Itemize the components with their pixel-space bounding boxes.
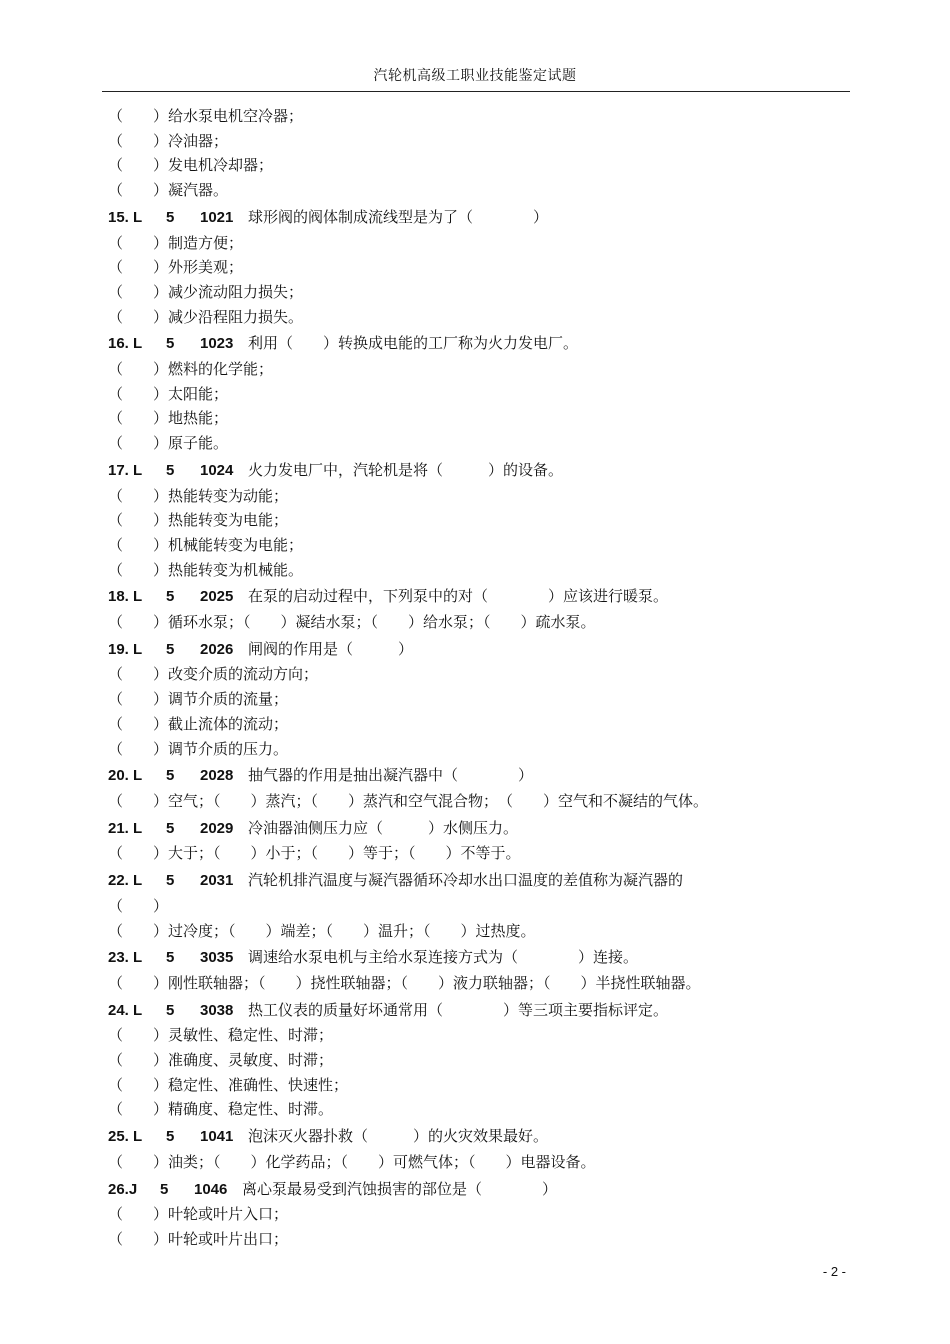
question-stem: [108, 205, 848, 231]
question-stem: [108, 868, 848, 894]
question-number: 24. L: [108, 1001, 143, 1019]
question-code: 1041: [200, 1128, 234, 1146]
question-text: 火力发电厂中，汽轮机是将（ ）的设备。: [248, 460, 564, 479]
question-code: 2029: [200, 819, 234, 837]
question-code: 2028: [200, 767, 234, 785]
answer-option: （ ）空气；（ ）蒸汽；（ ）蒸汽和空气混合物； （ ）空气和不凝结的气体。: [108, 791, 709, 810]
header-divider: [102, 91, 850, 92]
question-text: 冷油器油侧压力应（ ）水侧压力。: [248, 818, 519, 837]
question-level: 5: [166, 335, 175, 353]
question-number: 21. L: [108, 819, 143, 837]
answer-option: （ ）: [108, 896, 169, 915]
question-number: 26.J: [108, 1180, 138, 1198]
question-stem: [108, 1177, 848, 1203]
question-stem: [108, 458, 848, 484]
answer-option: （ ）刚性联轴器；（ ）挠性联轴器；（ ）液力联轴器；（ ）半挠性联轴器。: [108, 973, 701, 992]
answer-option: （ ）调节介质的流量；: [108, 690, 289, 709]
answer-option: （ ）制造方便；: [108, 233, 244, 252]
question-text: 汽轮机排汽温度与凝汽器循环冷却水出口温度的差值称为凝汽器的: [248, 871, 684, 890]
answer-option: （ ）叶轮或叶片出口；: [108, 1229, 289, 1248]
question-level: 5: [166, 1128, 175, 1146]
question-code: 2026: [200, 640, 234, 658]
question-code: 1021: [200, 208, 234, 226]
question-number: 22. L: [108, 872, 143, 890]
question-code: 2025: [200, 588, 234, 606]
answer-option: （ ）截止流体的流动；: [108, 714, 289, 733]
question-stem: [108, 1124, 848, 1150]
question-number: 15. L: [108, 208, 143, 226]
question-text: 利用（ ）转换成电能的工厂称为火力发电厂。: [248, 334, 579, 353]
question-level: 5: [166, 767, 175, 785]
answer-option: （ ）减少沿程阻力损失。: [108, 307, 304, 326]
question-text: 热工仪表的质量好坏通常用（ ）等三项主要指标评定。: [248, 1000, 669, 1019]
question-text: 球形阀的阀体制成流线型是为了（ ）: [248, 207, 549, 226]
page-number: - 2 -: [822, 1264, 846, 1279]
answer-option: （ ）改变介质的流动方向；: [108, 665, 319, 684]
question-level: 5: [166, 819, 175, 837]
answer-option: （ ）热能转变为电能；: [108, 511, 289, 530]
question-number: 23. L: [108, 949, 143, 967]
question-code: 1046: [194, 1180, 228, 1198]
question-level: 5: [160, 1180, 169, 1198]
answer-option: （ ）发电机冷却器；: [108, 156, 274, 175]
answer-option: （ ）凝汽器。: [108, 181, 229, 200]
question-stem: [108, 945, 848, 971]
question-stem: [108, 763, 848, 789]
question-number: 17. L: [108, 461, 143, 479]
question-code: 3038: [200, 1001, 234, 1019]
answer-option: （ ）稳定性、准确性、快速性；: [108, 1075, 349, 1094]
answer-option: （ ）油类；（ ）化学药品；（ ）可燃气体；（ ）电器设备。: [108, 1152, 596, 1171]
question-stem: [108, 584, 848, 610]
answer-option: （ ）精确度、稳定性、时滞。: [108, 1100, 334, 1119]
question-text: 闸阀的作用是（ ）: [248, 639, 414, 658]
answer-option: （ ）叶轮或叶片入口；: [108, 1205, 289, 1224]
question-level: 5: [166, 208, 175, 226]
question-level: 5: [166, 461, 175, 479]
question-level: 5: [166, 1001, 175, 1019]
page-header-title: 汽轮机高级工职业技能鉴定试题: [373, 68, 577, 84]
question-text: 泡沫灭火器扑救（ ）的火灾效果最好。: [248, 1127, 549, 1146]
answer-option: （ ）调节介质的压力。: [108, 739, 289, 758]
question-number: 20. L: [108, 767, 143, 785]
question-code: 2031: [200, 872, 234, 890]
question-number: 19. L: [108, 640, 143, 658]
question-text: 调速给水泵电机与主给水泵连接方式为（ ）连接。: [248, 948, 639, 967]
question-number: 25. L: [108, 1128, 143, 1146]
question-number: 16. L: [108, 335, 143, 353]
answer-option: （ ）灵敏性、稳定性、时滞；: [108, 1026, 334, 1045]
question-text: 离心泵最易受到汽蚀损害的部位是（ ）: [242, 1179, 558, 1198]
answer-option: （ ）热能转变为动能；: [108, 486, 289, 505]
question-code: 1023: [200, 335, 234, 353]
answer-option: （ ）热能转变为机械能。: [108, 560, 304, 579]
question-number: 18. L: [108, 588, 143, 606]
answer-option: （ ）减少流动阻力损失；: [108, 282, 304, 301]
question-stem: [108, 816, 848, 842]
question-code: 3035: [200, 949, 234, 967]
question-level: 5: [166, 949, 175, 967]
answer-option: （ ）给水泵电机空冷器；: [108, 107, 304, 125]
question-text: 抽气器的作用是抽出凝汽器中（ ）: [248, 766, 534, 785]
question-code: 1024: [200, 461, 234, 479]
answer-option: （ ）循环水泵；（ ）凝结水泵；（ ）给水泵；（ ）疏水泵。: [108, 613, 596, 632]
question-list: [108, 104, 848, 1252]
answer-option: （ ）外形美观；: [108, 258, 244, 277]
answer-option: （ ）机械能转变为电能；: [108, 535, 304, 554]
question-text: 在泵的启动过程中，下列泵中的对（ ）应该进行暖泵。: [248, 587, 669, 606]
answer-option: （ ）大于；（ ）小于；（ ）等于；（ ）不等于。: [108, 844, 521, 863]
question-stem: [108, 331, 848, 357]
answer-option: （ ）冷油器；: [108, 131, 229, 150]
question-stem: [108, 998, 848, 1024]
answer-option: （ ）准确度、灵敏度、时滞；: [108, 1051, 334, 1070]
question-level: 5: [166, 872, 175, 890]
question-level: 5: [166, 588, 175, 606]
answer-option: （ ）太阳能；: [108, 384, 229, 403]
question-stem: [108, 637, 848, 663]
answer-option: （ ）过冷度；（ ）端差；（ ）温升；（ ）过热度。: [108, 921, 536, 940]
answer-option: （ ）地热能；: [108, 409, 229, 428]
question-level: 5: [166, 640, 175, 658]
answer-option: （ ）原子能。: [108, 434, 229, 453]
answer-option: （ ）燃料的化学能；: [108, 360, 274, 379]
